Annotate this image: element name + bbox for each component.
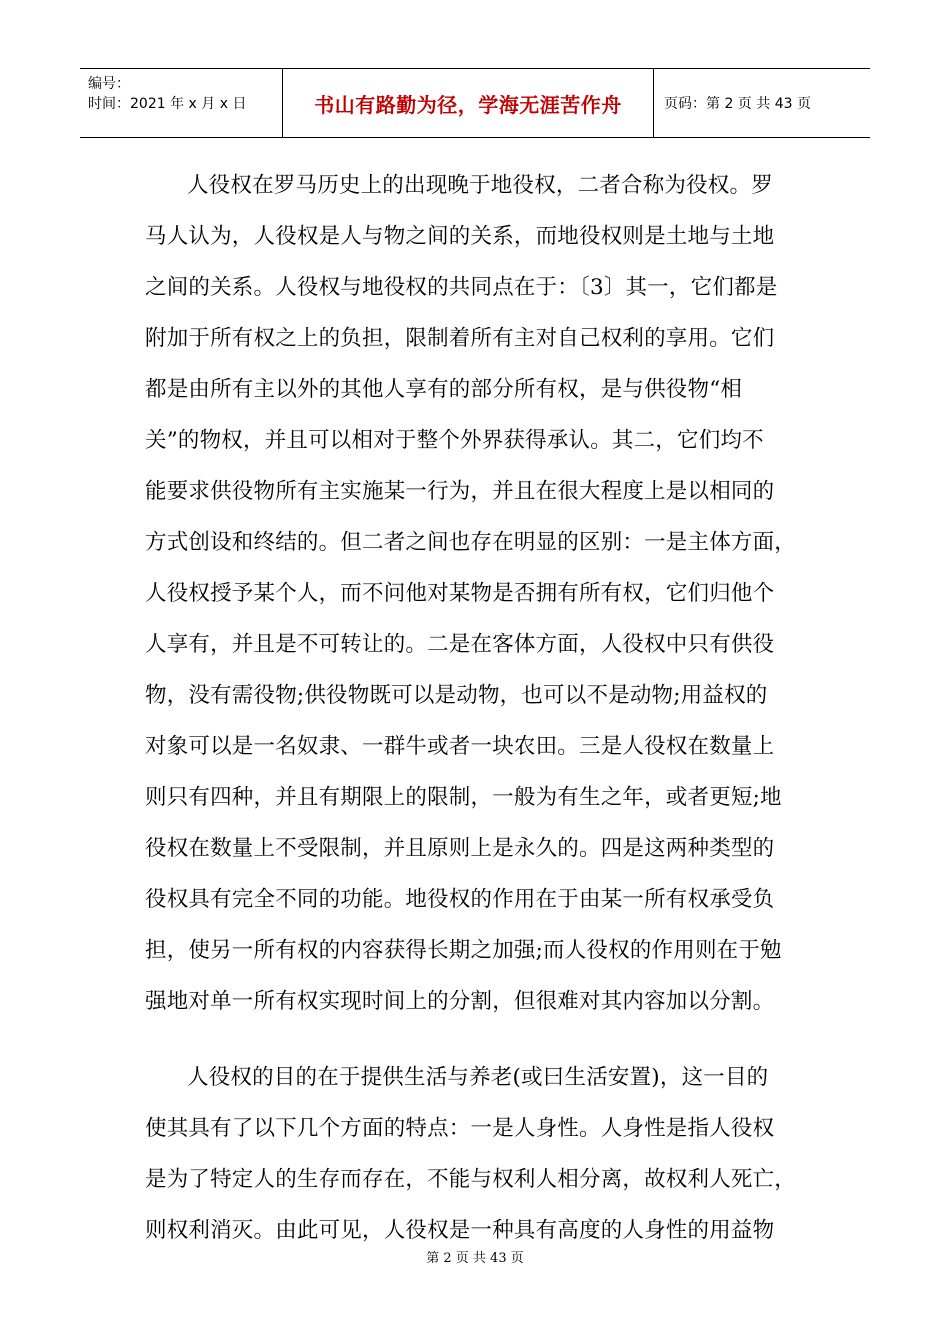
text-line: 都是由所有主以外的其他人享有的部分所有权，是与供役物“相: [145, 377, 743, 402]
text-line: 方式创设和终结的。但二者之间也存在明显的区别：一是主体方面，: [145, 530, 797, 555]
document-date-label: 时间：2021 年 x 月 x 日: [88, 96, 247, 112]
text-line: 关”的物权，并且可以相对于整个外界获得承认。其二，它们均不: [145, 428, 764, 453]
text-line: 马人认为，人役权是人与物之间的关系，而地役权则是土地与土地: [145, 224, 775, 249]
text-line: 则权利消灭。由此可见，人役权是一种具有高度的人身性的用益物: [145, 1218, 775, 1243]
header-meta: [80, 69, 282, 137]
text-line: 人享有，并且是不可转让的。二是在客体方面，人役权中只有供役: [145, 632, 775, 657]
page-header: [80, 68, 870, 138]
text-line: 是为了特定人的生存而存在，不能与权利人相分离，故权利人死亡，: [145, 1167, 797, 1192]
text-line: 人役权授予某个人，而不问他对某物是否拥有所有权，它们归他个: [145, 581, 775, 606]
text-line: 则只有四种，并且有期限上的限制，一般为有生之年，或者更短;地: [145, 785, 782, 810]
text-line: 担，使另一所有权的内容获得长期之加强;而人役权的作用则在于勉: [145, 938, 782, 963]
page-footer: 第 2 页 共 43 页: [426, 1251, 524, 1266]
text-line: 役权在数量上不受限制，并且原则上是永久的。四是这两种类型的: [145, 836, 775, 861]
text-line: 使其具有了以下几个方面的特点：一是人身性。人身性是指人役权: [145, 1116, 775, 1141]
document-body: [145, 160, 805, 1256]
paragraph: [145, 1052, 805, 1256]
paragraph-gap: [145, 1027, 805, 1052]
document-number-label: 编号：: [88, 76, 130, 92]
text-line: 物，没有需役物;供役物既可以是动物，也可以不是动物;用益权的: [145, 683, 768, 708]
header-motto-cell: [282, 69, 654, 137]
header-motto: 书山有路勤为径，学海无涯苦作舟: [314, 92, 622, 117]
text-line: 役权具有完全不同的功能。地役权的作用在于由某一所有权承受负: [145, 887, 775, 912]
text-line: 之间的关系。人役权与地役权的共同点在于：〔3〕其一，它们都是: [145, 275, 778, 300]
text-line: 对象可以是一名奴隶、一群牛或者一块农田。三是人役权在数量上: [145, 734, 775, 759]
text-line: 人役权的目的在于提供生活与养老(或曰生活安置)，这一目的: [187, 1065, 769, 1090]
paragraph: [145, 160, 805, 1027]
text-line: 附加于所有权之上的负担，限制着所有主对自己权利的享用。它们: [145, 326, 775, 351]
header-page-info: 页码：第 2 页 共 43 页: [664, 96, 811, 112]
text-line: 能要求供役物所有主实施某一行为，并且在很大程度上是以相同的: [145, 479, 775, 504]
text-line: 强地对单一所有权实现时间上的分割，但很难对其内容加以分割。: [145, 989, 775, 1014]
text-line: 人役权在罗马历史上的出现晚于地役权，二者合称为役权。罗: [187, 173, 773, 198]
